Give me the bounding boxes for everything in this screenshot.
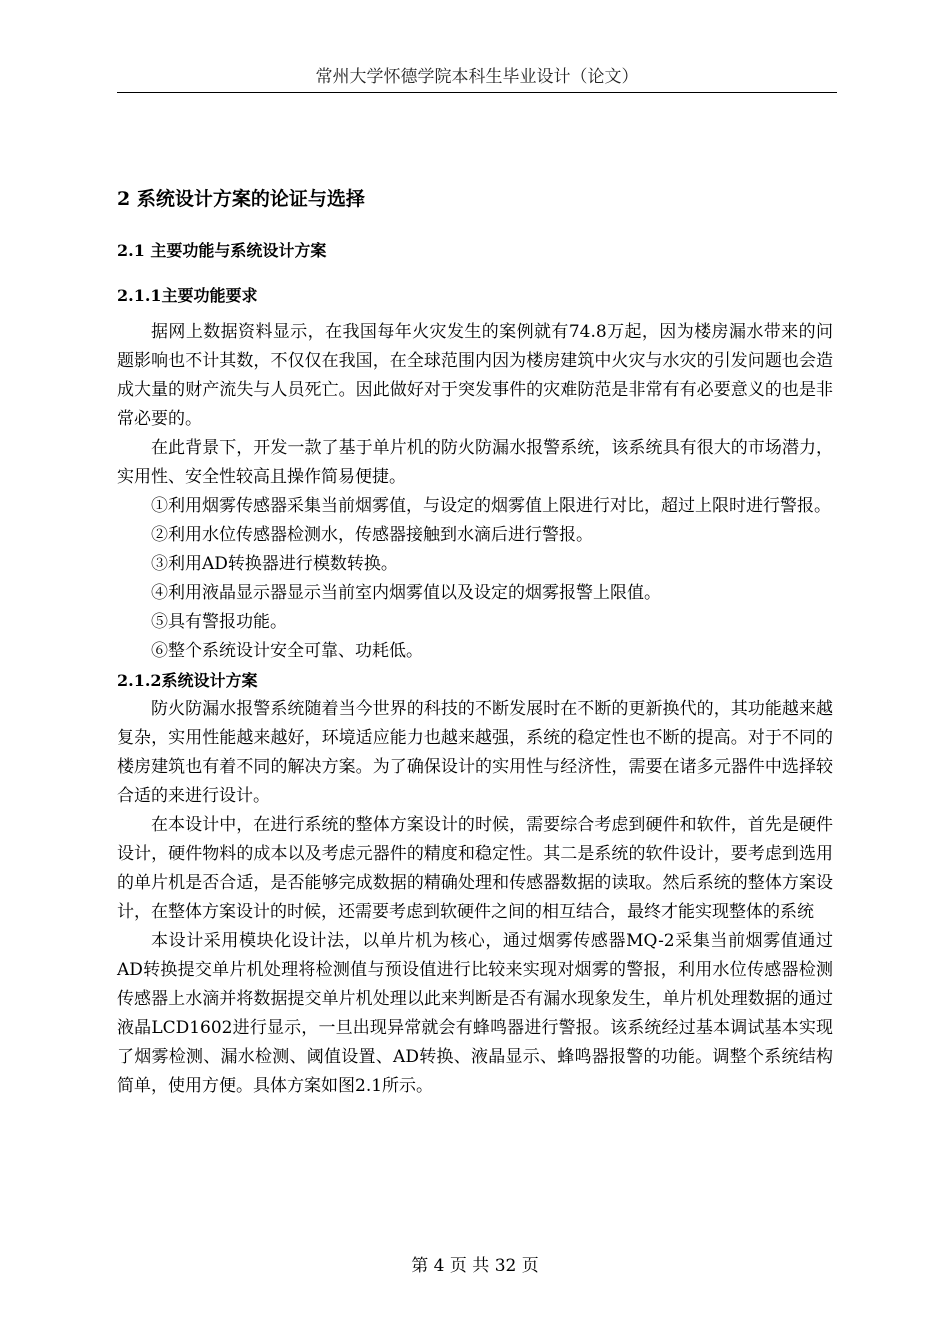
list-item: ①利用烟雾传感器采集当前烟雾值，与设定的烟雾值上限进行对比，超过上限时进行警报。: [151, 496, 831, 516]
paragraph: 在此背景下，开发一款了基于单片机的防火防漏水报警系统，该系统具有很大的市场潜力，实用性、安全性较高且操作简易便捷。: [117, 438, 833, 487]
section-title: 2.1 主要功能与系统设计方案: [117, 241, 327, 260]
paragraph: 防火防漏水报警系统随着当今世界的科技的不断发展时在不断的更新换代的，其功能越来越复杂，实用性能越来越好，环境适应能力也越来越强，系统的稳定性也不断的提高。对于不同的楼房建筑也有着不同的解决方案。为了确保设计的实用性与经济性，需要在诸多元器件中选择较合适的来进行设计。: [117, 699, 833, 806]
paragraph: 据网上数据资料显示，在我国每年火灾发生的案例就有74.8万起，因为楼房漏水带来的问题影响也不计其数，不仅仅在我国，在全球范围内因为楼房建筑中火灾与水灾的引发问题也会造成大量的财产流失与人员死亡。因此做好对于突发事件的灾难防范是非常有有必要意义的也是非常必要的。: [117, 322, 833, 429]
subsection-title-requirements: 2.1.1主要功能要求: [117, 286, 258, 305]
list-item: ③利用AD转换器进行模数转换。: [151, 554, 398, 574]
paragraph: 在本设计中，在进行系统的整体方案设计的时候，需要综合考虑到硬件和软件，首先是硬件设计，硬件物料的成本以及考虑元器件的精度和稳定性。其二是系统的软件设计，要考虑到选用的单片机是否合适，是否能够完成数据的精确处理和传感器数据的读取。然后系统的整体方案设计，在整体方案设计的时候，还需要考虑到软硬件之间的相互结合，最终才能实现整体的系统: [117, 815, 833, 922]
chapter-title: 2 系统设计方案的论证与选择: [117, 188, 365, 210]
page-body: [117, 182, 833, 1101]
page-number: 第 4 页 共 32 页: [411, 1256, 539, 1276]
requirement-list: [117, 492, 833, 666]
list-item: ⑥整个系统设计安全可靠、功耗低。: [151, 641, 423, 661]
header-rule: [117, 92, 837, 93]
paragraph: 本设计采用模块化设计法，以单片机为核心，通过烟雾传感器MQ-2采集当前烟雾值通过AD转换提交单片机处理将检测值与预设值进行比较来实现对烟雾的警报，利用水位传感器检测传感器上水滴并将数据提交单片机处理以此来判断是否有漏水现象发生，单片机处理数据的通过液晶LCD1602进行显示，一旦出现异常就会有蜂鸣器进行警报。该系统经过基本调试基本实现了烟雾检测、漏水检测、阈值设置、AD转换、液晶显示、蜂鸣器报警的功能。调整个系统结构简单，使用方便。具体方案如图2.1所示。: [117, 931, 833, 1096]
subsection-title-design: 2.1.2系统设计方案: [117, 671, 258, 690]
list-item: ②利用水位传感器检测水，传感器接触到水滴后进行警报。: [151, 525, 593, 545]
list-item: ⑤具有警报功能。: [151, 612, 287, 632]
list-item: ④利用液晶显示器显示当前室内烟雾值以及设定的烟雾报警上限值。: [151, 583, 661, 603]
running-header: 常州大学怀德学院本科生毕业设计（论文）: [315, 67, 639, 87]
